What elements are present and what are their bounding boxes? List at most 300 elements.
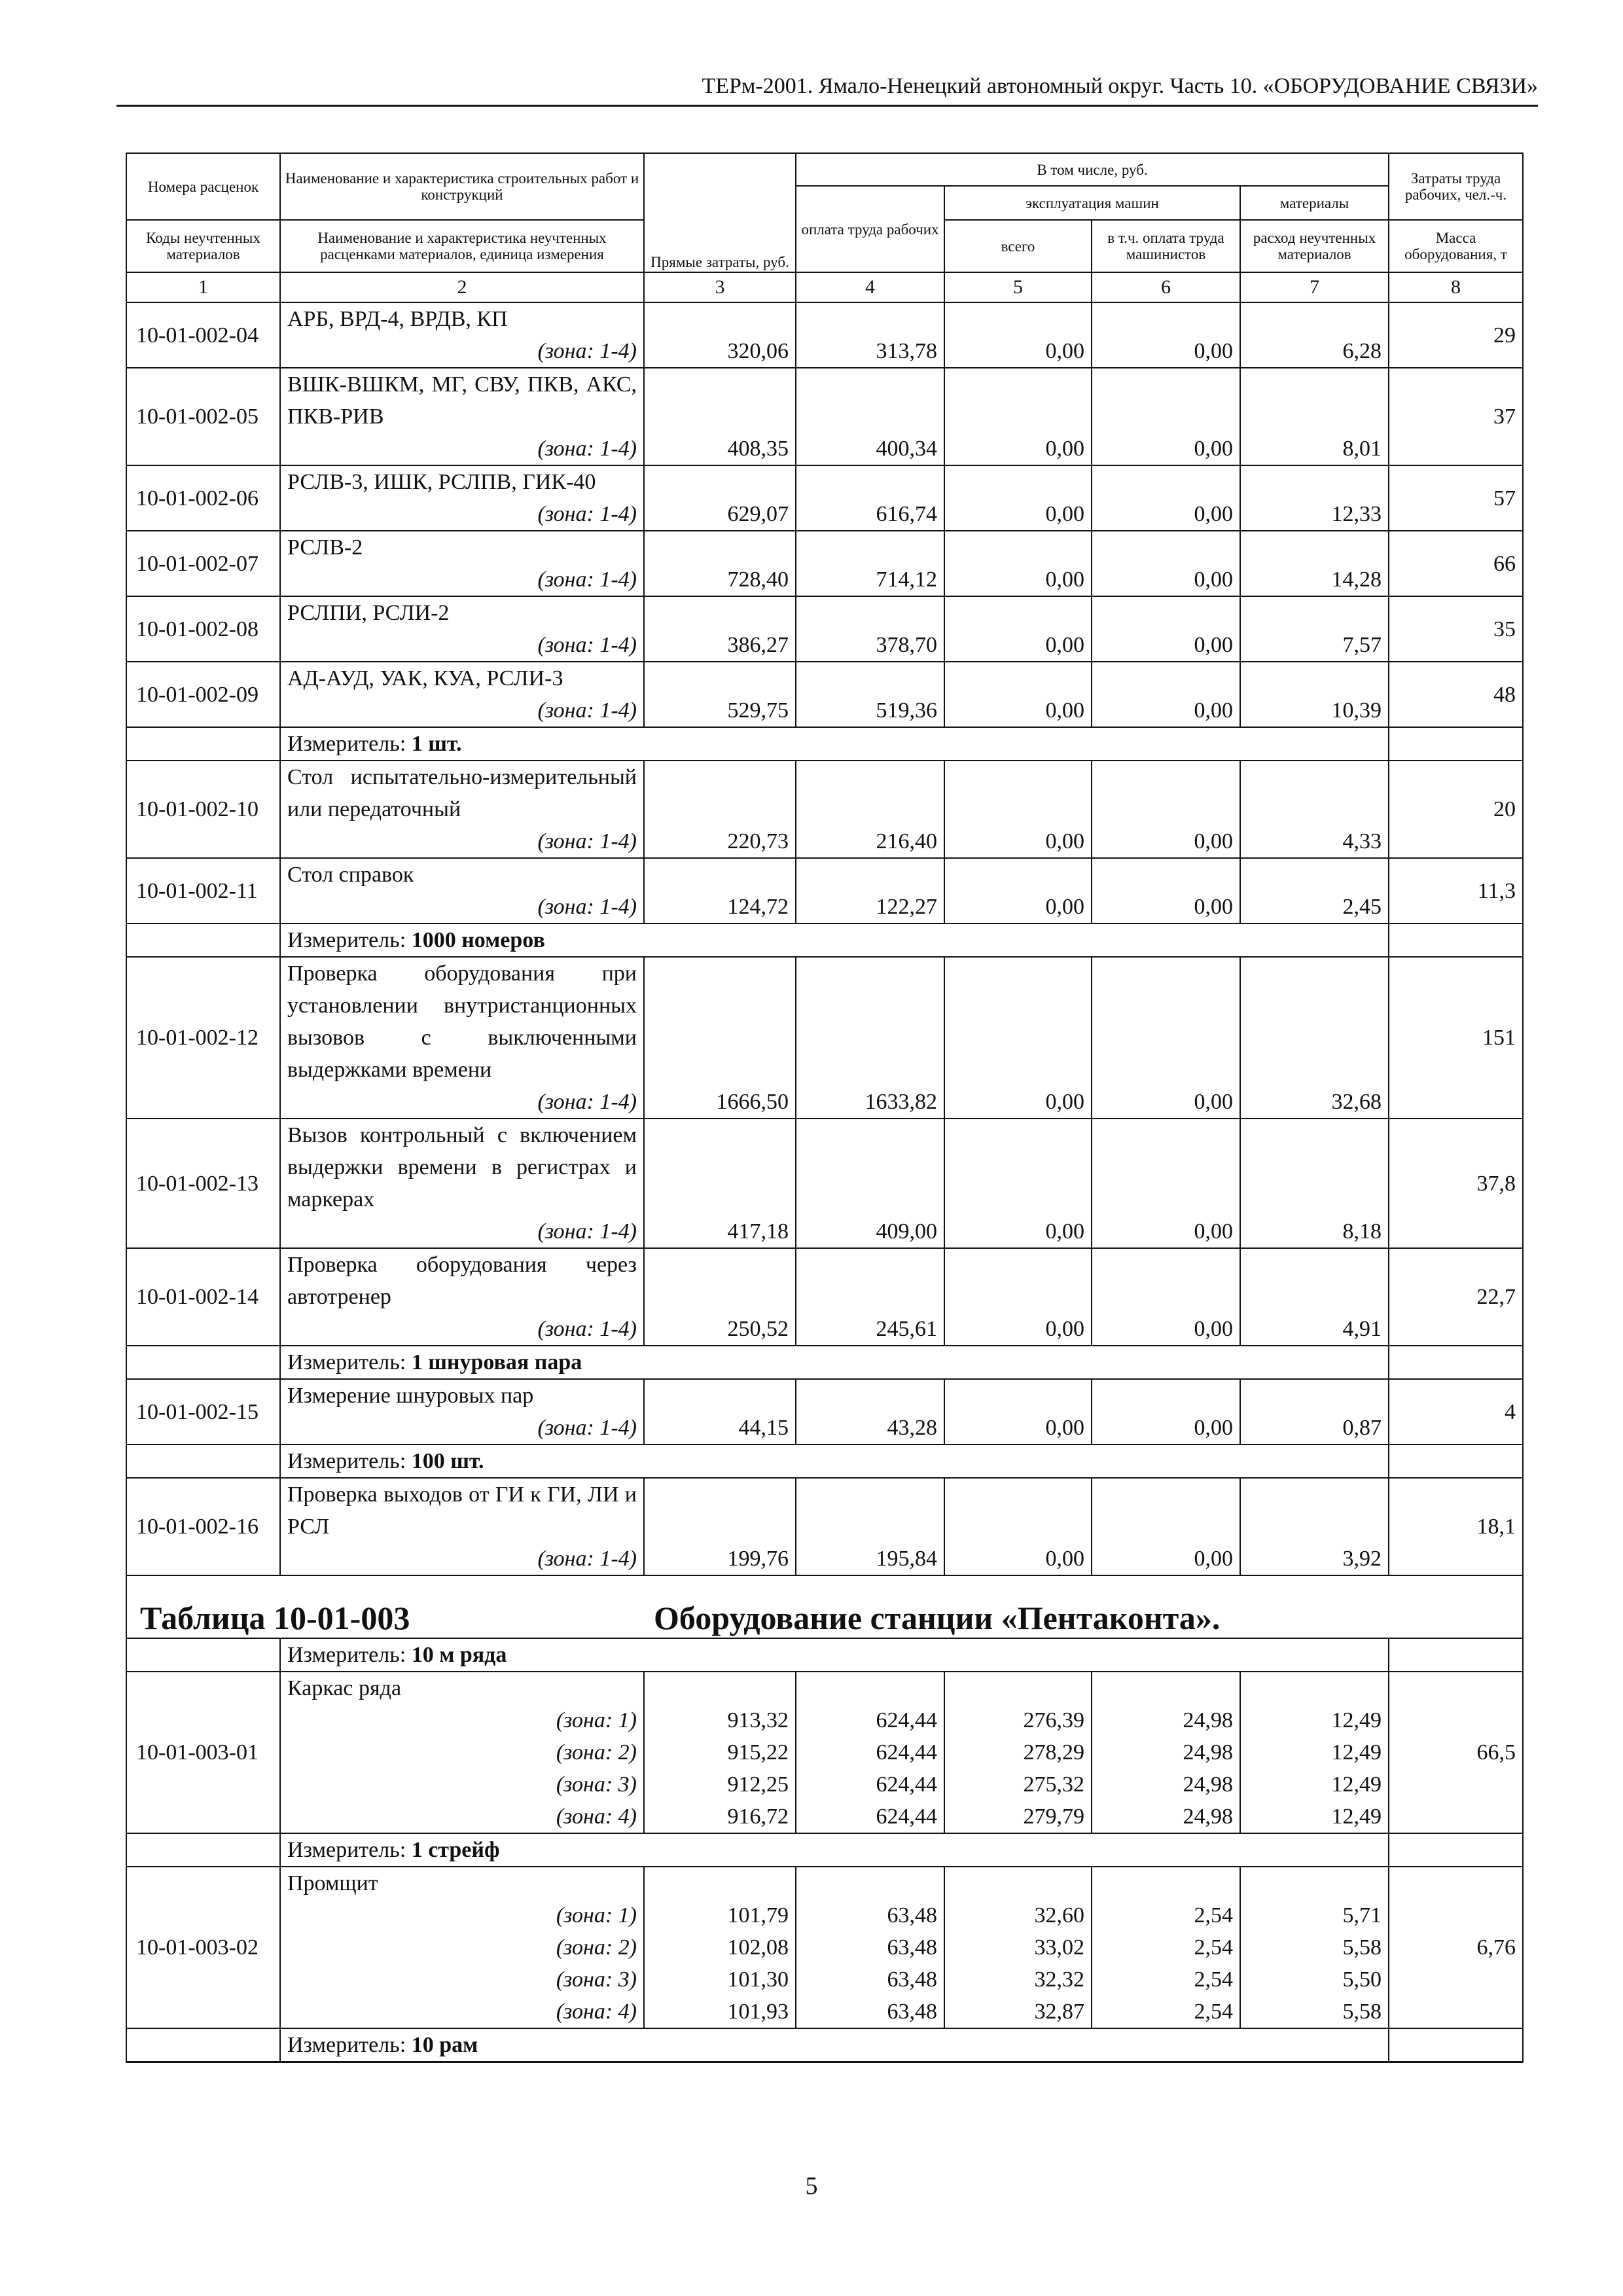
- cost-cell: 12,49: [1240, 1736, 1389, 1768]
- zone-row: [126, 335, 1523, 368]
- rate-row: [126, 957, 1523, 1086]
- cost-cell: 0,00: [1092, 1313, 1240, 1346]
- rate-row: [126, 465, 1523, 498]
- cost-cell: 0,00: [1092, 433, 1240, 465]
- rate-row: [126, 368, 1523, 433]
- table-name: Оборудование станции «Пентаконта».: [654, 1600, 1221, 1636]
- zone-row: [126, 1215, 1523, 1248]
- zone-label: (зона: 1-4): [280, 825, 644, 858]
- header-rule: [116, 105, 1538, 107]
- rate-mass: 18,1: [1389, 1478, 1523, 1575]
- rate-name: Промщит: [280, 1867, 644, 1899]
- empty-cell: [1240, 662, 1389, 694]
- cost-cell: 714,12: [796, 564, 944, 596]
- empty-cell: [1092, 1248, 1240, 1313]
- zone-label: (зона: 1-4): [280, 1412, 644, 1444]
- zone-row: [126, 498, 1523, 531]
- zone-row: [126, 433, 1523, 465]
- cost-cell: 2,45: [1240, 891, 1389, 924]
- rate-code: 10-01-002-13: [126, 1119, 280, 1248]
- empty-cell: [796, 1379, 944, 1412]
- zone-row: [126, 1313, 1523, 1346]
- empty-cell: [944, 1119, 1092, 1215]
- cost-cell: 279,79: [944, 1801, 1092, 1833]
- cost-cell: 0,00: [944, 335, 1092, 368]
- measure-prefix: Измеритель:: [287, 1350, 406, 1374]
- cost-cell: 0,00: [944, 1086, 1092, 1119]
- measure-row: [126, 1346, 1523, 1379]
- rate-name: Проверка выходов от ГИ к ГИ, ЛИ и РСЛ: [280, 1478, 644, 1543]
- cost-cell: 0,00: [944, 825, 1092, 858]
- empty-cell: [944, 596, 1092, 629]
- cost-cell: 519,36: [796, 694, 944, 727]
- zone-row: [126, 694, 1523, 727]
- cost-cell: 1666,50: [644, 1086, 796, 1119]
- cost-cell: 378,70: [796, 629, 944, 662]
- zone-label: (зона: 3): [280, 1964, 644, 1996]
- head-group: В том числе, руб.: [796, 153, 1389, 186]
- cost-cell: 624,44: [796, 1736, 944, 1768]
- cost-cell: 7,57: [1240, 629, 1389, 662]
- empty-cell: [644, 1379, 796, 1412]
- rate-code: 10-01-002-14: [126, 1248, 280, 1346]
- measure-spacer: [1389, 2028, 1523, 2062]
- measure-spacer: [126, 2028, 280, 2062]
- zone-label: (зона: 2): [280, 1931, 644, 1964]
- running-header: ТЕРм-2001. Ямало-Ненецкий автономный округ. Часть 10. «ОБОРУДОВАНИЕ СВЯЗИ»: [702, 74, 1538, 98]
- cost-cell: 12,49: [1240, 1768, 1389, 1801]
- rate-row: [126, 1248, 1523, 1313]
- cost-cell: 43,28: [796, 1412, 944, 1444]
- cost-cell: 5,58: [1240, 1931, 1389, 1964]
- rate-name: Измерение шнуровых пар: [280, 1379, 644, 1412]
- rate-code: 10-01-002-11: [126, 858, 280, 924]
- empty-cell: [796, 1672, 944, 1704]
- rate-mass: 151: [1389, 957, 1523, 1119]
- empty-cell: [1092, 1672, 1240, 1704]
- column-number: 5: [944, 272, 1092, 302]
- empty-cell: [796, 1867, 944, 1899]
- measure-unit: 10 рам: [411, 2033, 478, 2057]
- cost-cell: 0,00: [1092, 629, 1240, 662]
- cost-cell: 101,30: [644, 1964, 796, 1996]
- rate-name: АД-АУД, УАК, КУА, РСЛИ-3: [280, 662, 644, 694]
- table-number: Таблица 10-01-003: [140, 1600, 410, 1636]
- empty-cell: [1240, 596, 1389, 629]
- measure-unit: 10 м ряда: [411, 1643, 507, 1667]
- empty-cell: [644, 302, 796, 335]
- empty-cell: [944, 368, 1092, 433]
- measure-label: [280, 1444, 1389, 1478]
- cost-cell: 32,32: [944, 1964, 1092, 1996]
- measure-unit: 1 стрейф: [411, 1838, 500, 1862]
- cost-cell: 0,00: [1092, 335, 1240, 368]
- measure-row: [126, 1833, 1523, 1867]
- cost-cell: 5,58: [1240, 1996, 1389, 2028]
- empty-cell: [644, 531, 796, 564]
- cost-cell: 216,40: [796, 825, 944, 858]
- head-col8-top: Затраты труда рабочих, чел.-ч.: [1389, 153, 1523, 220]
- empty-cell: [796, 957, 944, 1086]
- rate-code: 10-01-002-04: [126, 302, 280, 368]
- measure-row: [126, 924, 1523, 957]
- rate-code: 10-01-002-15: [126, 1379, 280, 1444]
- cost-cell: 915,22: [644, 1736, 796, 1768]
- empty-cell: [1092, 302, 1240, 335]
- rate-mass: 66,5: [1389, 1672, 1523, 1833]
- column-numbers: [126, 272, 1523, 302]
- cost-cell: 6,28: [1240, 335, 1389, 368]
- measure-label: [280, 1346, 1389, 1379]
- empty-cell: [944, 302, 1092, 335]
- section-title-cell: [126, 1575, 1523, 1638]
- section-title-row: [126, 1575, 1523, 1638]
- cost-cell: 616,74: [796, 498, 944, 531]
- rate-code: 10-01-002-08: [126, 596, 280, 662]
- empty-cell: [1240, 1672, 1389, 1704]
- empty-cell: [1092, 465, 1240, 498]
- measure-spacer: [1389, 1638, 1523, 1672]
- empty-cell: [1240, 1379, 1389, 1412]
- cost-cell: 32,68: [1240, 1086, 1389, 1119]
- empty-cell: [796, 368, 944, 433]
- measure-spacer: [126, 1444, 280, 1478]
- cost-cell: 101,79: [644, 1899, 796, 1931]
- cost-cell: 0,00: [944, 433, 1092, 465]
- empty-cell: [1240, 465, 1389, 498]
- empty-cell: [1240, 302, 1389, 335]
- measure-prefix: Измеритель:: [287, 2033, 406, 2057]
- measure-row: [126, 2028, 1523, 2062]
- rate-name: ВШК-ВШКМ, МГ, СВУ, ПКВ, АКС, ПКВ-РИВ: [280, 368, 644, 433]
- rate-row: [126, 531, 1523, 564]
- empty-cell: [644, 1867, 796, 1899]
- head-col7: расход неучтенных материалов: [1240, 220, 1389, 272]
- zone-row: [126, 1996, 1523, 2028]
- empty-cell: [1240, 531, 1389, 564]
- empty-cell: [944, 1379, 1092, 1412]
- zone-row: [126, 1964, 1523, 1996]
- cost-cell: 624,44: [796, 1801, 944, 1833]
- empty-cell: [796, 662, 944, 694]
- rate-mass: 22,7: [1389, 1248, 1523, 1346]
- empty-cell: [1092, 368, 1240, 433]
- zone-label: (зона: 1-4): [280, 629, 644, 662]
- zone-label: (зона: 1-4): [280, 1543, 644, 1575]
- empty-cell: [1092, 858, 1240, 891]
- column-number: 7: [1240, 272, 1389, 302]
- zone-row: [126, 1543, 1523, 1575]
- cost-cell: 386,27: [644, 629, 796, 662]
- measure-label: [280, 1833, 1389, 1867]
- empty-cell: [944, 465, 1092, 498]
- measure-label: [280, 1638, 1389, 1672]
- rate-row: [126, 1672, 1523, 1704]
- measure-prefix: Измеритель:: [287, 1838, 406, 1862]
- cost-cell: 102,08: [644, 1931, 796, 1964]
- empty-cell: [644, 761, 796, 825]
- cost-cell: 408,35: [644, 433, 796, 465]
- rate-row: [126, 761, 1523, 825]
- cost-cell: 5,71: [1240, 1899, 1389, 1931]
- cost-cell: 24,98: [1092, 1704, 1240, 1736]
- empty-cell: [1240, 1867, 1389, 1899]
- zone-row: [126, 1704, 1523, 1736]
- empty-cell: [1092, 1867, 1240, 1899]
- section-title: [134, 1576, 1516, 1638]
- cost-cell: 12,49: [1240, 1704, 1389, 1736]
- zone-label: (зона: 1-4): [280, 433, 644, 465]
- cost-cell: 0,00: [944, 498, 1092, 531]
- zone-row: [126, 1768, 1523, 1801]
- zone-row: [126, 564, 1523, 596]
- empty-cell: [944, 761, 1092, 825]
- empty-cell: [796, 302, 944, 335]
- cost-cell: 400,34: [796, 433, 944, 465]
- cost-cell: 2,54: [1092, 1899, 1240, 1931]
- zone-label: (зона: 1-4): [280, 1086, 644, 1119]
- rate-row: [126, 302, 1523, 335]
- head-col8-bottom: Масса оборудования, т: [1389, 220, 1523, 272]
- cost-cell: 409,00: [796, 1215, 944, 1248]
- column-number: 6: [1092, 272, 1240, 302]
- rate-mass: 4: [1389, 1379, 1523, 1444]
- cost-cell: 32,87: [944, 1996, 1092, 2028]
- cost-cell: 0,00: [944, 891, 1092, 924]
- rate-name: Стол справок: [280, 858, 644, 891]
- column-number: 8: [1389, 272, 1523, 302]
- measure-spacer: [126, 1346, 280, 1379]
- empty-cell: [1092, 761, 1240, 825]
- rate-code: 10-01-002-10: [126, 761, 280, 858]
- cost-cell: 0,00: [944, 1215, 1092, 1248]
- rate-name: АРБ, ВРД-4, ВРДВ, КП: [280, 302, 644, 335]
- measure-spacer: [1389, 727, 1523, 761]
- cost-cell: 320,06: [644, 335, 796, 368]
- cost-cell: 5,50: [1240, 1964, 1389, 1996]
- rate-code: 10-01-002-12: [126, 957, 280, 1119]
- cost-cell: 0,00: [1092, 1086, 1240, 1119]
- rate-row: [126, 1119, 1523, 1215]
- rate-code: 10-01-002-05: [126, 368, 280, 465]
- page-number: 5: [805, 2172, 818, 2200]
- rate-mass: 66: [1389, 531, 1523, 596]
- rate-mass: 57: [1389, 465, 1523, 531]
- measure-spacer: [1389, 1346, 1523, 1379]
- zone-label: (зона: 1-4): [280, 891, 644, 924]
- cost-cell: 12,49: [1240, 1801, 1389, 1833]
- rate-row: [126, 1867, 1523, 1899]
- cost-cell: 0,00: [1092, 825, 1240, 858]
- empty-cell: [1092, 957, 1240, 1086]
- rate-code: 10-01-002-16: [126, 1478, 280, 1575]
- empty-cell: [796, 1119, 944, 1215]
- column-number: 2: [280, 272, 644, 302]
- cost-cell: 24,98: [1092, 1768, 1240, 1801]
- cost-cell: 220,73: [644, 825, 796, 858]
- rate-row: [126, 1379, 1523, 1412]
- measure-prefix: Измеритель:: [287, 928, 406, 952]
- cost-cell: 124,72: [644, 891, 796, 924]
- cost-cell: 276,39: [944, 1704, 1092, 1736]
- cost-cell: 32,60: [944, 1899, 1092, 1931]
- measure-unit: 1 шнуровая пара: [411, 1350, 582, 1374]
- zone-label: (зона: 3): [280, 1768, 644, 1801]
- rate-code: 10-01-002-07: [126, 531, 280, 596]
- cost-cell: 0,00: [1092, 891, 1240, 924]
- cost-cell: 245,61: [796, 1313, 944, 1346]
- measure-spacer: [126, 1833, 280, 1867]
- rate-mass: 37: [1389, 368, 1523, 465]
- empty-cell: [944, 858, 1092, 891]
- head-col1-top: Номера расценок: [126, 153, 280, 220]
- cost-cell: 63,48: [796, 1931, 944, 1964]
- cost-cell: 0,00: [944, 1543, 1092, 1575]
- rate-mass: 29: [1389, 302, 1523, 368]
- rate-code: 10-01-002-09: [126, 662, 280, 727]
- zone-label: (зона: 1-4): [280, 498, 644, 531]
- cost-cell: 24,98: [1092, 1801, 1240, 1833]
- cost-cell: 2,54: [1092, 1931, 1240, 1964]
- cost-cell: 529,75: [644, 694, 796, 727]
- empty-cell: [644, 957, 796, 1086]
- zone-row: [126, 1931, 1523, 1964]
- empty-cell: [644, 368, 796, 433]
- empty-cell: [1240, 1478, 1389, 1543]
- rate-row: [126, 858, 1523, 891]
- empty-cell: [1240, 1248, 1389, 1313]
- zone-label: (зона: 1): [280, 1899, 644, 1931]
- cost-cell: 2,54: [1092, 1996, 1240, 2028]
- zone-row: [126, 629, 1523, 662]
- measure-spacer: [126, 727, 280, 761]
- empty-cell: [1240, 957, 1389, 1086]
- cost-cell: 1633,82: [796, 1086, 944, 1119]
- cost-cell: 195,84: [796, 1543, 944, 1575]
- table-body: [126, 302, 1523, 2062]
- cost-cell: 0,00: [1092, 498, 1240, 531]
- zone-label: (зона: 4): [280, 1996, 644, 2028]
- empty-cell: [644, 1478, 796, 1543]
- column-number: 1: [126, 272, 280, 302]
- empty-cell: [1240, 368, 1389, 433]
- zone-label: (зона: 1-4): [280, 694, 644, 727]
- measure-prefix: Измеритель:: [287, 1449, 406, 1473]
- rate-name: Проверка оборудования через автотренер: [280, 1248, 644, 1313]
- measure-spacer: [126, 924, 280, 957]
- cost-cell: 728,40: [644, 564, 796, 596]
- empty-cell: [944, 531, 1092, 564]
- zone-row: [126, 1086, 1523, 1119]
- rate-code: 10-01-003-01: [126, 1672, 280, 1833]
- rate-name: РСЛВ-3, ИШК, РСЛПВ, ГИК-40: [280, 465, 644, 498]
- rate-mass: 6,76: [1389, 1867, 1523, 2028]
- cost-cell: 624,44: [796, 1704, 944, 1736]
- empty-cell: [796, 1478, 944, 1543]
- measure-label: [280, 2028, 1389, 2062]
- cost-cell: 24,98: [1092, 1736, 1240, 1768]
- cost-cell: 2,54: [1092, 1964, 1240, 1996]
- rate-mass: 35: [1389, 596, 1523, 662]
- zone-row: [126, 1412, 1523, 1444]
- zone-row: [126, 1899, 1523, 1931]
- rate-name: Проверка оборудования при установлении внутристанционных вызовов с выключенными выдержками времени: [280, 957, 644, 1086]
- empty-cell: [1240, 1119, 1389, 1215]
- empty-cell: [644, 662, 796, 694]
- cost-cell: 0,00: [944, 1412, 1092, 1444]
- cost-cell: 0,00: [944, 694, 1092, 727]
- empty-cell: [1092, 1119, 1240, 1215]
- empty-cell: [1240, 858, 1389, 891]
- cost-cell: 3,92: [1240, 1543, 1389, 1575]
- empty-cell: [796, 596, 944, 629]
- cost-cell: 199,76: [644, 1543, 796, 1575]
- cost-cell: 278,29: [944, 1736, 1092, 1768]
- cost-cell: 44,15: [644, 1412, 796, 1444]
- empty-cell: [796, 761, 944, 825]
- cost-cell: 33,02: [944, 1931, 1092, 1964]
- cost-cell: 4,33: [1240, 825, 1389, 858]
- cost-cell: 101,93: [644, 1996, 796, 2028]
- column-number: 4: [796, 272, 944, 302]
- cost-cell: 912,25: [644, 1768, 796, 1801]
- rate-name: Стол испытательно-измерительный или передаточный: [280, 761, 644, 825]
- cost-cell: 629,07: [644, 498, 796, 531]
- empty-cell: [944, 1672, 1092, 1704]
- measure-row: [126, 1444, 1523, 1478]
- zone-row: [126, 1801, 1523, 1833]
- empty-cell: [644, 465, 796, 498]
- head-machines: эксплуатация машин: [944, 186, 1240, 220]
- cost-cell: 313,78: [796, 335, 944, 368]
- rates-table: [126, 152, 1524, 2063]
- measure-prefix: Измеритель:: [287, 732, 406, 756]
- zone-label: (зона: 1-4): [280, 564, 644, 596]
- measure-row: [126, 1638, 1523, 1672]
- empty-cell: [1092, 1478, 1240, 1543]
- measure-unit: 100 шт.: [411, 1449, 484, 1473]
- measure-spacer: [1389, 1444, 1523, 1478]
- empty-cell: [1092, 596, 1240, 629]
- empty-cell: [944, 1478, 1092, 1543]
- cost-cell: 0,87: [1240, 1412, 1389, 1444]
- rate-row: [126, 596, 1523, 629]
- cost-cell: 0,00: [944, 629, 1092, 662]
- empty-cell: [944, 957, 1092, 1086]
- cost-cell: 0,00: [1092, 1412, 1240, 1444]
- cost-cell: 275,32: [944, 1768, 1092, 1801]
- cost-cell: 8,18: [1240, 1215, 1389, 1248]
- rate-row: [126, 662, 1523, 694]
- zone-label: (зона: 1-4): [280, 335, 644, 368]
- cost-cell: 122,27: [796, 891, 944, 924]
- rate-code: 10-01-003-02: [126, 1867, 280, 2028]
- measure-spacer: [1389, 924, 1523, 957]
- empty-cell: [1092, 531, 1240, 564]
- cost-cell: 4,91: [1240, 1313, 1389, 1346]
- measure-prefix: Измеритель:: [287, 1643, 406, 1667]
- rate-name: Вызов контрольный с включением выдержки времени в регистрах и маркерах: [280, 1119, 644, 1215]
- cost-cell: 10,39: [1240, 694, 1389, 727]
- rate-name: Каркас ряда: [280, 1672, 644, 1704]
- zone-row: [126, 825, 1523, 858]
- cost-cell: 63,48: [796, 1996, 944, 2028]
- cost-cell: 624,44: [796, 1768, 944, 1801]
- empty-cell: [1240, 761, 1389, 825]
- zone-row: [126, 1736, 1523, 1768]
- empty-cell: [796, 531, 944, 564]
- zone-label: (зона: 1): [280, 1704, 644, 1736]
